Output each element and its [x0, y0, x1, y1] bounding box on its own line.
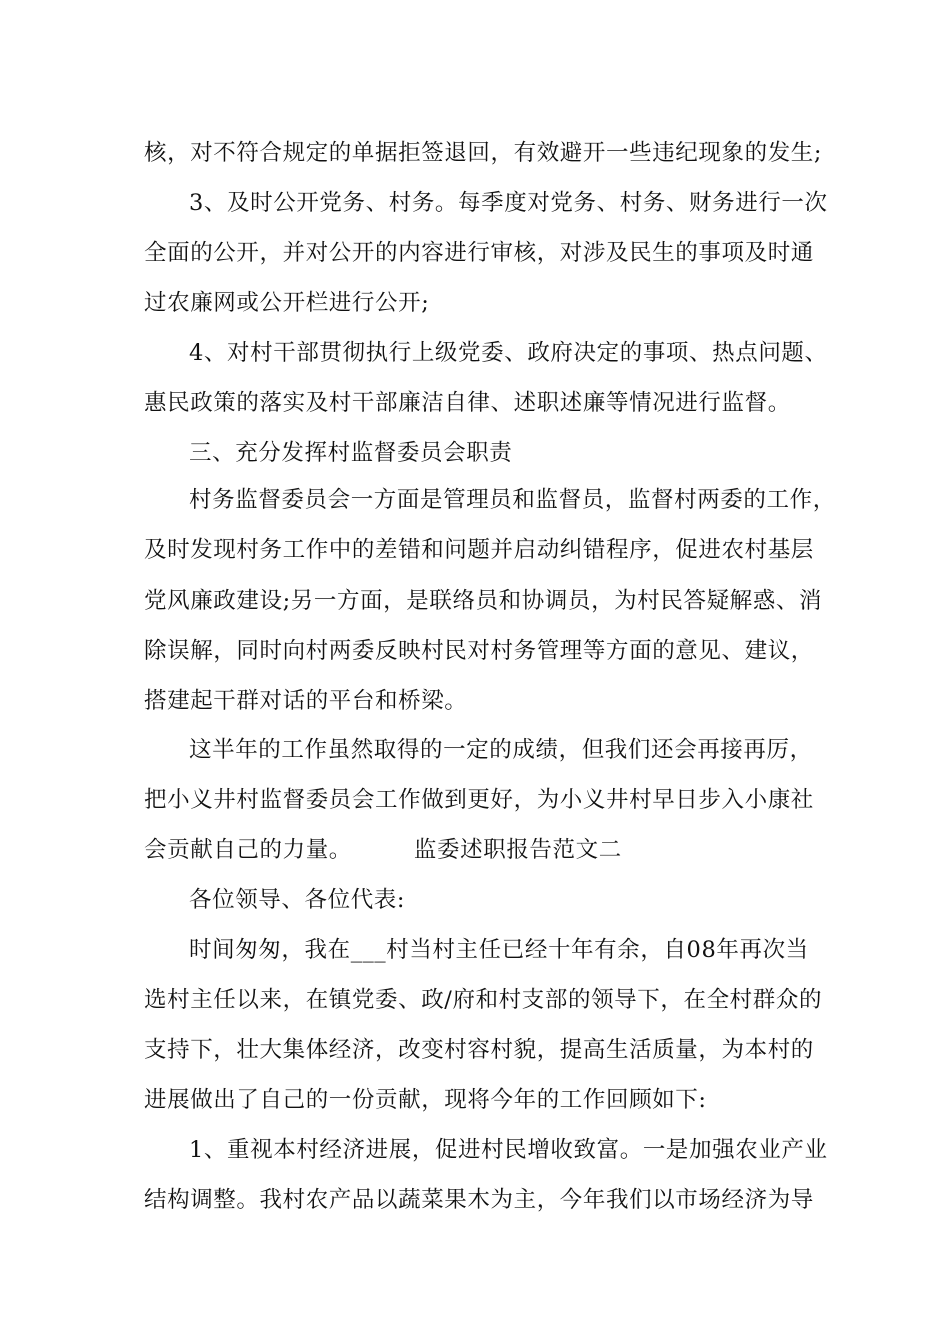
text-line: 支持下，壮大集体经济，改变村容村貌，提高生活质量，为本村的: [144, 1037, 814, 1063]
text-line: 把小义井村监督委员会工作做到更好，为小义井村早日步入小康社: [144, 787, 814, 813]
text-line: 及时发现村务工作中的差错和问题并启动纠错程序，促进农村基层: [144, 537, 814, 563]
greeting-line: 各位领导、各位代表:: [189, 887, 406, 913]
section-heading: 三、充分发挥村监督委员会职责: [189, 440, 513, 466]
text-line: 1、重视本村经济进展，促进村民增收致富。一是加强农业产业: [189, 1137, 828, 1163]
text-line: 党风廉政建设;另一方面，是联络员和协调员，为村民答疑解惑、消: [144, 588, 823, 614]
text-line: 全面的公开，并对公开的内容进行审核，对涉及民生的事项及时通: [144, 240, 814, 266]
text-line: 核，对不符合规定的单据拒签退回，有效避开一些违纪现象的发生;: [144, 140, 823, 166]
text-line: 会贡献自己的力量。 监委述职报告范文二: [144, 837, 622, 863]
text-line: 惠民政策的落实及村干部廉洁自律、述职述廉等情况进行监督。: [144, 390, 791, 416]
text-line: 过农廉网或公开栏进行公开;: [144, 290, 430, 316]
text-line: 搭建起干群对话的平台和桥梁。: [144, 688, 468, 714]
text-line: 村务监督委员会一方面是管理员和监督员，监督村两委的工作，: [189, 487, 836, 513]
text-line: 选村主任以来，在镇党委、政/府和村支部的领导下，在全村群众的: [144, 987, 823, 1013]
text-line: 除误解，同时向村两委反映村民对村务管理等方面的意见、建议，: [144, 638, 814, 664]
text-line: 时间匆匆，我在___村当村主任已经十年有余，自08年再次当: [189, 937, 809, 963]
text-line: 结构调整。我村农产品以蔬菜果木为主，今年我们以市场经济为导: [144, 1187, 814, 1213]
text-line: 这半年的工作虽然取得的一定的成绩，但我们还会再接再厉，: [189, 737, 813, 763]
text-line: 进展做出了自己的一份贡献，现将今年的工作回顾如下:: [144, 1087, 707, 1113]
text-line: 4、对村干部贯彻执行上级党委、政府决定的事项、热点问题、: [189, 340, 828, 366]
text-line: 3、及时公开党务、村务。每季度对党务、村务、财务进行一次: [189, 190, 828, 216]
